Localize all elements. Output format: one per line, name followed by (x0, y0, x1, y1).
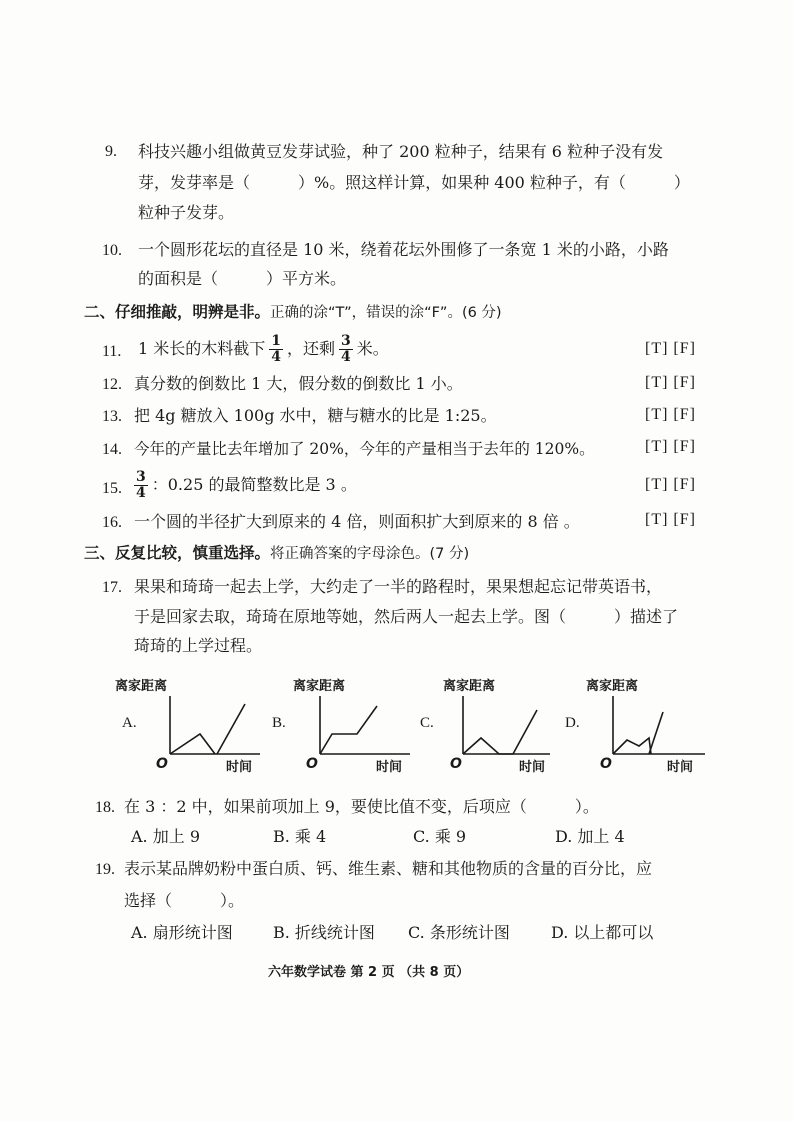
q17-graph-b (265, 676, 415, 776)
q13-number: 13. (102, 408, 122, 425)
q15-fraction: $\frac{3}{4}$ (136, 469, 146, 501)
q17-option-b-letter[interactable]: B. (272, 715, 286, 731)
q9-line1: 科技兴趣小组做黄豆发芽试验，种了 200 粒种子，结果有 6 粒种子没有发 (138, 142, 664, 161)
q14-statement: 今年的产量比去年增加了 20%，今年的产量相当于去年的 120%。 (134, 440, 595, 458)
q15-number: 15. (102, 480, 122, 497)
q12-tf-bubbles[interactable]: [T] [F] (645, 374, 696, 391)
graph-b-xlabel: 时间 (376, 760, 403, 775)
q17-graph-d (555, 676, 715, 776)
q17-line2: 于是回家去取，琦琦在原地等她，然后两人一起去上学。图（ ）描述了 (134, 607, 679, 626)
q14-tf-bubbles[interactable]: [T] [F] (645, 438, 696, 455)
page-footer: 六年数学试卷 第 2 页 （共 8 页） (268, 965, 470, 980)
q17-option-a-letter[interactable]: A. (122, 715, 137, 731)
graph-d-ylabel: 离家距离 (586, 679, 639, 694)
q18-option-c[interactable]: C. 乘 9 (413, 827, 467, 846)
section2-heading (84, 300, 502, 322)
q11-post: 米。 (356, 339, 389, 358)
graph-c-xlabel: 时间 (519, 760, 546, 775)
q18-option-b[interactable]: B. 乘 4 (273, 827, 327, 846)
q18-option-a[interactable]: A. 加上 9 (131, 827, 200, 846)
section3-instruction: 将正确答案的字母涂色。(7 分) (270, 546, 470, 562)
q19-option-a[interactable]: A. 扇形统计图 (131, 923, 233, 942)
q9-line3: 粒种子发芽。 (138, 203, 235, 222)
q17-graph-c (405, 676, 555, 776)
graph-a-origin: O (156, 756, 168, 772)
graph-d-origin: O (600, 756, 612, 772)
q11-mid: ，还剩 (287, 339, 336, 358)
q19-option-c[interactable]: C. 条形统计图 (408, 923, 510, 942)
q18-statement: 在 3 ：2 中，如果前项加上 9，要使比值不变，后项应（ ）。 (124, 797, 599, 816)
q16-number: 16. (102, 514, 122, 531)
graph-a-xlabel: 时间 (226, 760, 253, 775)
section2-instruction: 正确的涂“T”，错误的涂“F”。(6 分) (270, 305, 502, 321)
q19-option-b[interactable]: B. 折线统计图 (273, 923, 375, 942)
q17-option-c-letter[interactable]: C. (420, 715, 434, 731)
q17-line1: 果果和琦琦一起去上学，大约走了一半的路程时，果果想起忘记带英语书， (134, 577, 663, 596)
q12-number: 12. (102, 376, 122, 393)
q11-number: 11. (102, 343, 122, 360)
q13-tf-bubbles[interactable]: [T] [F] (645, 406, 696, 423)
q17-graph-a (115, 676, 265, 776)
graph-c-origin: O (450, 756, 462, 772)
q11-pre: 1 米长的木料截下 (138, 339, 266, 358)
q18-option-d[interactable]: D. 加上 4 (555, 827, 625, 846)
q15-text: ：0.25 的最简整数比是 3 。 (151, 475, 357, 494)
q10-line1: 一个圆形花坛的直径是 10 米，绕着花坛外围修了一条宽 1 米的小路，小路 (138, 240, 669, 259)
q19-option-d[interactable]: D. 以上都可以 (551, 923, 654, 942)
q13-statement: 把 4g 糖放入 100g 水中，糖与糖水的比是 1:25。 (134, 406, 497, 425)
q16-statement: 一个圆的半径扩大到原来的 4 倍，则面积扩大到原来的 8 倍 。 (134, 512, 580, 531)
q10-line2: 的面积是（ ）平方米。 (138, 269, 347, 288)
q10-number: 10. (102, 242, 122, 259)
q14-number: 14. (102, 441, 122, 458)
section3-title: 三、反复比较，慎重选择。 (84, 544, 271, 562)
q17-option-d-letter[interactable]: D. (565, 715, 580, 731)
graph-b-ylabel: 离家距离 (293, 679, 346, 694)
section2-title: 二、仔细推敲，明辨是非。 (84, 303, 271, 321)
graph-b-origin: O (306, 756, 318, 772)
q17-number: 17. (102, 579, 122, 596)
q17-line3: 琦琦的上学过程。 (134, 636, 263, 655)
q11-fraction-1: $\frac{1}{4}$ (271, 333, 282, 365)
q16-tf-bubbles[interactable]: [T] [F] (645, 511, 696, 528)
graph-c-ylabel: 离家距离 (443, 679, 496, 694)
section3-heading (84, 541, 469, 563)
q11-statement (138, 330, 389, 368)
q9-line2: 芽，发芽率是（ ）%。照这样计算，如果种 400 粒种子，有（ ） (138, 173, 690, 192)
q19-line1: 表示某品牌奶粉中蛋白质、钙、维生素、糖和其他物质的含量的百分比，应 (124, 859, 653, 878)
q9-number: 9. (105, 143, 117, 160)
q18-number: 18. (95, 799, 115, 816)
q12-statement: 真分数的倒数比 1 大，假分数的倒数比 1 小。 (134, 374, 463, 393)
q11-tf-bubbles[interactable]: [T] [F] (645, 340, 696, 357)
q15-statement (130, 466, 357, 504)
q19-number: 19. (95, 861, 115, 878)
q15-tf-bubbles[interactable]: [T] [F] (645, 476, 696, 493)
q11-fraction-2: $\frac{3}{4}$ (341, 333, 351, 365)
q19-line2: 选择（ ）。 (124, 891, 245, 910)
graph-a-ylabel: 离家距离 (115, 679, 168, 694)
graph-d-xlabel: 时间 (667, 760, 694, 775)
